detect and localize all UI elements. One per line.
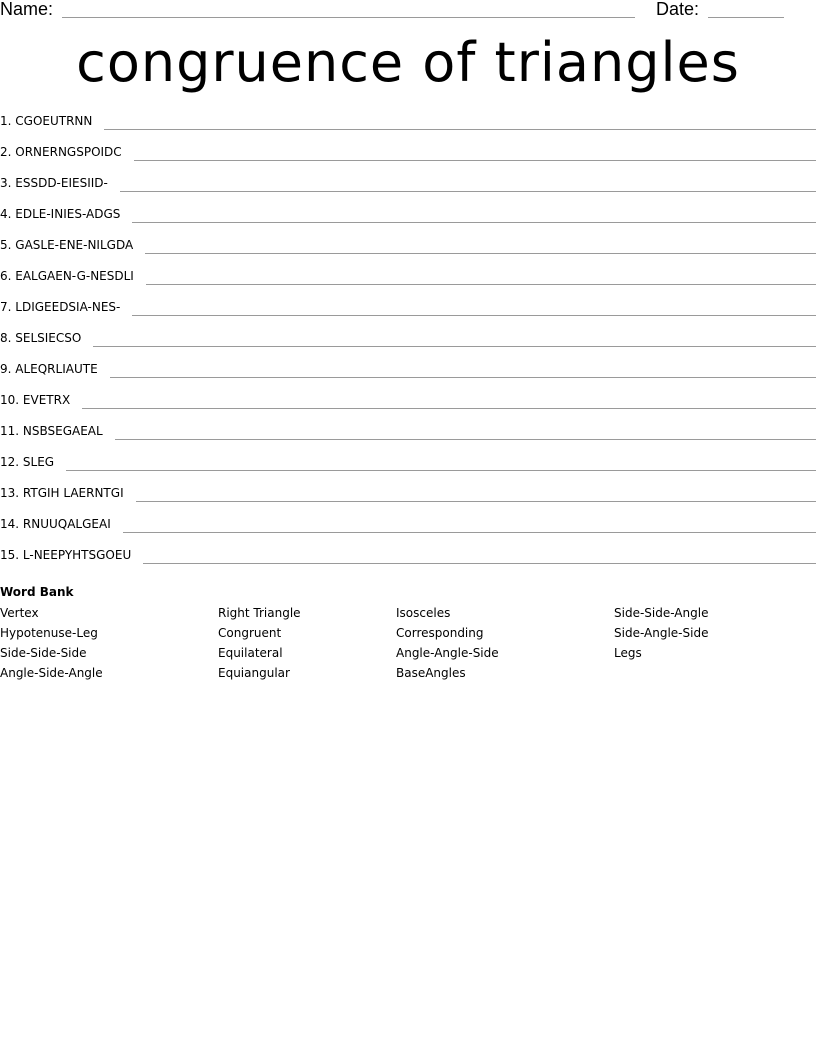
name-label: Name: — [0, 0, 54, 19]
question-1 — [0, 108, 816, 128]
word-bank-item: Right Triangle — [218, 606, 301, 620]
question-text: 15. L-NEEPYHTSGOEU — [0, 548, 132, 562]
question-10 — [0, 387, 816, 407]
word-bank-item: Side-Side-Side — [0, 646, 87, 660]
answer-line[interactable] — [143, 562, 816, 564]
question-2 — [0, 139, 816, 159]
word-bank-item: Side-Side-Angle — [614, 606, 709, 620]
question-14 — [0, 511, 816, 531]
answer-line[interactable] — [115, 438, 816, 440]
question-3 — [0, 170, 816, 190]
answer-line[interactable] — [134, 159, 816, 161]
answer-line[interactable] — [146, 283, 816, 285]
word-bank-item: Equiangular — [218, 666, 290, 680]
answer-line[interactable] — [93, 345, 816, 347]
word-bank-item: Side-Angle-Side — [614, 626, 709, 640]
answer-line[interactable] — [132, 314, 816, 316]
answer-line[interactable] — [104, 128, 816, 130]
question-text: 14. RNUUQALGEAI — [0, 517, 111, 531]
question-text: 6. EALGAEN-G-NESDLI — [0, 269, 134, 283]
answer-line[interactable] — [82, 407, 816, 409]
word-bank-item: Angle-Angle-Side — [396, 646, 499, 660]
answer-line[interactable] — [110, 376, 816, 378]
answer-line[interactable] — [145, 252, 816, 254]
word-bank-column — [396, 606, 499, 686]
name-field[interactable] — [62, 17, 635, 18]
header-row — [0, 0, 816, 22]
question-13 — [0, 480, 816, 500]
word-bank-column — [0, 606, 103, 686]
date-field[interactable] — [708, 17, 784, 18]
word-bank-item: Equilateral — [218, 646, 283, 660]
word-bank-column — [218, 606, 301, 686]
question-text: 7. LDIGEEDSIA-NES- — [0, 300, 121, 314]
question-text: 11. NSBSEGAEAL — [0, 424, 103, 438]
date-label: Date: — [656, 0, 700, 19]
word-bank-item: Corresponding — [396, 626, 484, 640]
word-bank-title: Word Bank — [0, 585, 74, 599]
question-text: 13. RTGIH LAERNTGI — [0, 486, 124, 500]
question-12 — [0, 449, 816, 469]
question-text: 4. EDLE-INIES-ADGS — [0, 207, 121, 221]
answer-line[interactable] — [132, 221, 816, 223]
question-text: 12. SLEG — [0, 455, 55, 469]
question-9 — [0, 356, 816, 376]
answer-line[interactable] — [136, 500, 816, 502]
question-15 — [0, 542, 816, 562]
word-bank-item: Isosceles — [396, 606, 451, 620]
question-5 — [0, 232, 816, 252]
answer-line[interactable] — [123, 531, 816, 533]
question-text: 1. CGOEUTRNN — [0, 114, 93, 128]
question-text: 3. ESSDD-EIESIID- — [0, 176, 108, 190]
question-6 — [0, 263, 816, 283]
page-title: congruence of triangles — [76, 31, 740, 94]
word-bank-item: Legs — [614, 646, 642, 660]
question-text: 8. SELSIECSO — [0, 331, 82, 345]
word-bank-column — [614, 606, 708, 666]
question-text: 2. ORNERNGSPOIDC — [0, 145, 122, 159]
question-text: 9. ALEQRLIAUTE — [0, 362, 98, 376]
question-7 — [0, 294, 816, 314]
question-11 — [0, 418, 816, 438]
word-bank-item: Hypotenuse-Leg — [0, 626, 98, 640]
word-bank-item: Angle-Side-Angle — [0, 666, 103, 680]
word-bank-item: BaseAngles — [396, 666, 466, 680]
answer-line[interactable] — [66, 469, 816, 471]
word-bank-item: Congruent — [218, 626, 282, 640]
word-bank-item: Vertex — [0, 606, 39, 620]
question-text: 5. GASLE-ENE-NILGDA — [0, 238, 134, 252]
question-text: 10. EVETRX — [0, 393, 71, 407]
question-4 — [0, 201, 816, 221]
question-8 — [0, 325, 816, 345]
answer-line[interactable] — [120, 190, 816, 192]
